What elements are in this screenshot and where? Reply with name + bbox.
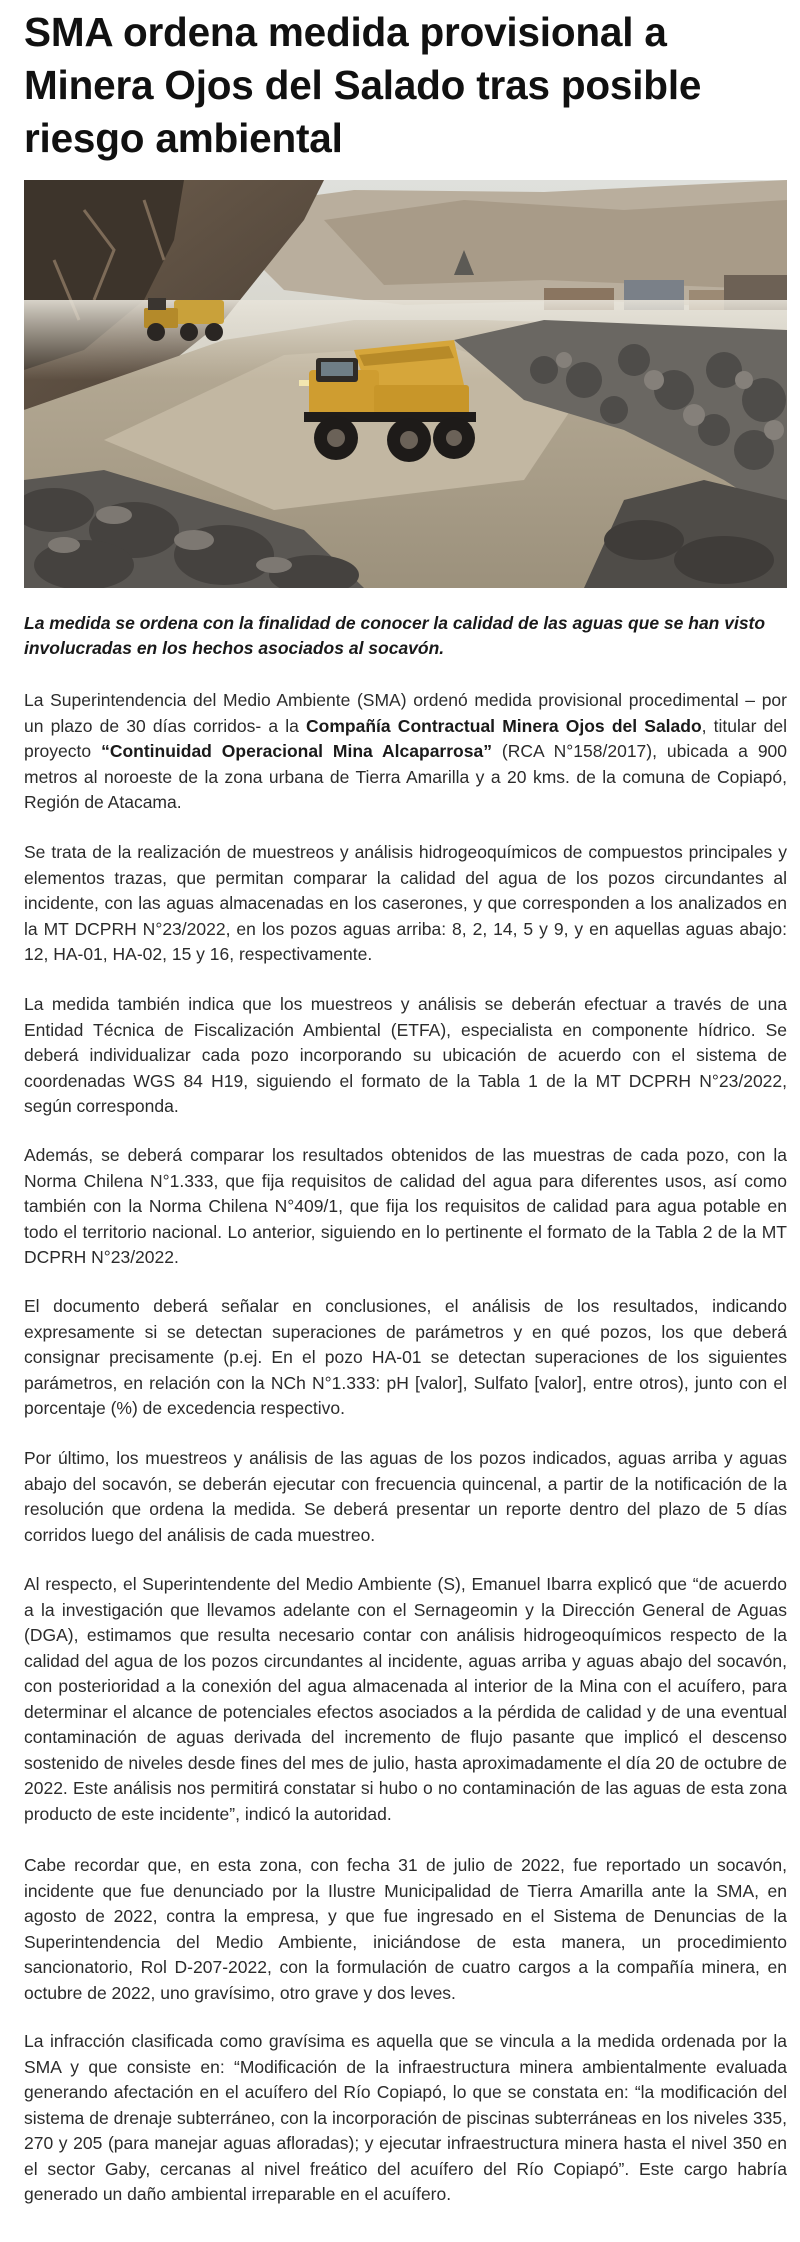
hero-photo-mining-trucks bbox=[24, 180, 787, 588]
paragraph-8: Cabe recordar que, en esta zona, con fecha 31 de julio de 2022, fue reportado un socavón, incidente que fue denunciado por la Ilustre Municipalidad de Tierra Amarilla ante la SMA, en agosto de 2022, contra la empresa, y que fue ingresado en el Sistema de Denuncias de la Superintendencia del Medio Ambiente, iniciándose de esta manera, un procedimiento sancionatorio, Rol D-207-2022, con la formulación de cuatro cargos a la compañía minera, en octubre de 2022, uno gravísimo, otro grave y dos leves. bbox=[24, 1855, 787, 2003]
paragraph-6: Por último, los muestreos y análisis de las aguas de los pozos indicados, aguas arriba y aguas abajo del socavón, se deberán ejecutar con frecuencia quincenal, a partir de la notificación de la resolución que ordena la medida. Se deberá presentar un reporte dentro del plazo de 5 días corridos luego del análisis de cada muestreo. bbox=[24, 1448, 787, 1545]
paragraph-3: La medida también indica que los muestreos y análisis se deberán efectuar a través de una Entidad Técnica de Fiscalización Ambiental (ETFA), especialista en componente hídrico. Se deberá individualizar cada pozo incorporando su ubicación de acuerdo con el sistema de coordenadas WGS 84 H19, siguiendo el formato de la Tabla 1 de la MT DCPRH N°23/2022, según corresponda. bbox=[24, 994, 787, 1116]
paragraph-2: Se trata de la realización de muestreos y análisis hidrogeoquímicos de compuestos principales y elementos trazas, que permitan comparar la calidad del agua de los pozos circundantes al incidente, con las aguas almacenadas en los caserones, y que corresponden a los analizados en la MT DCPRH N°23/2022, en los pozos aguas arriba: 8, 2, 14, 5 y 9, y en aquellas aguas abajo: 12, HA-01, HA-02, 15 y 16, respectivamente. bbox=[24, 842, 787, 964]
project-name: “Continuidad Operacional Mina Alcaparrosa” bbox=[101, 741, 492, 761]
article-lead: La medida se ordena con la finalidad de conocer la calidad de las aguas que se han visto involucradas en los hechos asociados al socavón. bbox=[24, 613, 766, 658]
paragraph-5: El documento deberá señalar en conclusiones, el análisis de los resultados, indicando expresamente si se detectan superaciones de parámetros y en qué pozos, los que deberá consignar precisamente (p.ej. En el pozo HA-01 se detectan superaciones de los siguientes parámetros, en relación con la NCh N°1.333: pH [valor], Sulfato [valor], entre otros), junto con el porcentaje (%) de excedencia respectivo. bbox=[24, 1296, 787, 1418]
company-name: Compañía Contractual Minera Ojos del Salado bbox=[306, 715, 702, 736]
paragraph-4: Además, se deberá comparar los resultados obtenidos de las muestras de cada pozo, con la Norma Chilena N°1.333, que fija requisitos de calidad del agua para diferentes usos, así como también con la Norma Chilena N°409/1, que fija los requisitos de calidad para agua potable en todo el territorio nacional. Lo anterior, siguiendo en lo pertinente el formato de la Tabla 2 de la MT DCPRH N°23/2022. bbox=[24, 1145, 787, 1267]
paragraph-1: La Superintendencia del Medio Ambiente (SMA) ordenó medida provisional procedimental – por un plazo de 30 días corridos- a la Compañía Contractual Minera Ojos del Salado, titular del proyecto “Continuidad Operacional Mina Alcaparrosa” (RCA N°158/2017), ubicada a 900 metros al noroeste de la zona urbana de Tierra Amarilla y a 20 kms. de la comuna de Copiapó, Región de Atacama. bbox=[24, 690, 788, 812]
paragraph-7: Al respecto, el Superintendente del Medio Ambiente (S), Emanuel Ibarra explicó que “de acuerdo a la investigación que llevamos adelante con el Sernageomin y la Dirección General de Aguas (DGA), estimamos que resulta necesario contar con análisis hidrogeoquímicos respecto de la calidad del agua de los pozos circundantes al incidente, aguas arriba y aguas abajo del socavón, con posterioridad a la conexión del agua almacenada al interior de la Mina con el acuífero, para determinar el alcance de potenciales efectos asociados a la pérdida de calidad y de una eventual contaminación de aguas derivada del incremento de flujo pasante que implicó el descenso sostenido de niveles desde fines del mes de julio, hasta aproximadamente el día 20 de octubre de 2022. Este análisis nos permitirá constatar si hubo o no contaminación de las aguas de esta zona producto de este incidente”, indicó la autoridad. bbox=[24, 1574, 787, 1824]
paragraph-9: La infracción clasificada como gravísima es aquella que se vincula a la medida ordenada por la SMA y que consiste en: “Modificación de la infraestructura minera ambientalmente evaluada generando afectación en el acuífero del Río Copiapó, lo que se constata en: “la modificación del sistema de drenaje subterráneo, con la incorporación de piscinas subterráneas en los niveles 335, 270 y 205 (para manejar aguas afloradas); y ejecutar infraestructura minera hasta el nivel 350 en el sector Gaby, cercanas al nivel freático del acuífero del Río Copiapó”. Este cargo habría generado un daño ambiental irreparable en el acuífero. bbox=[24, 2031, 787, 2204]
headline: SMA ordena medida provisional a Minera Ojos del Salado tras posible riesgo ambiental bbox=[24, 9, 702, 161]
